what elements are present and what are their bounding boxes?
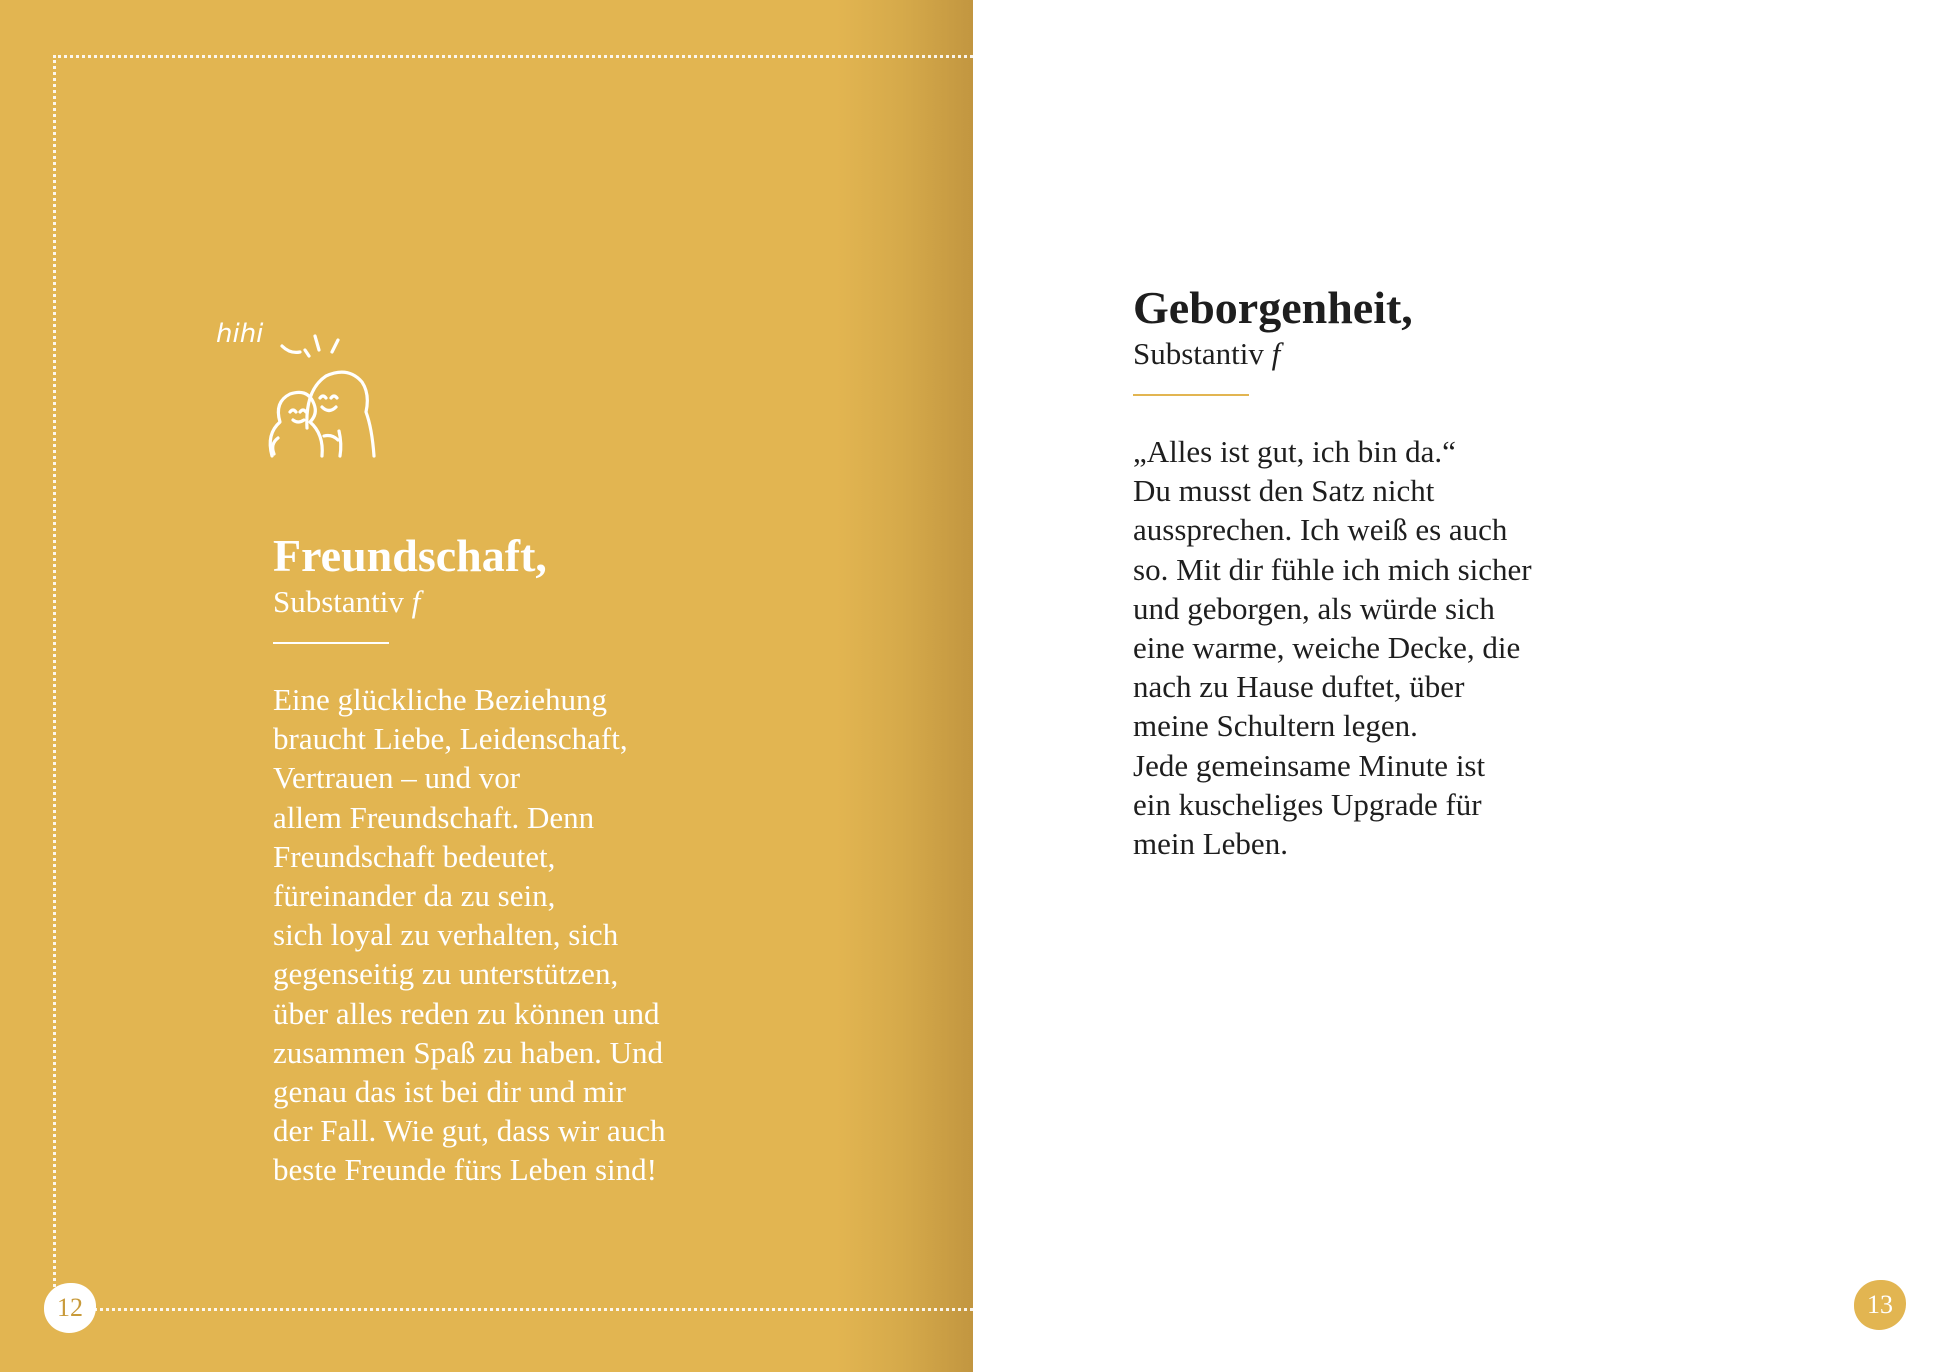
text-line: Eine glückliche Beziehung bbox=[273, 682, 607, 717]
text-line: Jede gemeinsame Minute ist bbox=[1133, 747, 1486, 783]
text-line: füreinander da zu sein, bbox=[273, 878, 556, 914]
text-line: eine warme, weiche Decke, die bbox=[1133, 630, 1521, 666]
two-friends-doodle-icon bbox=[212, 316, 427, 466]
text-line: über alles reden zu können und bbox=[273, 995, 660, 1031]
text-line: Vertrauen – und vor bbox=[273, 760, 521, 796]
divider-rule bbox=[273, 642, 389, 644]
text-line: Du musst den Satz nicht bbox=[1133, 473, 1435, 509]
text-line: nach zu Hause duftet, über bbox=[1133, 669, 1465, 705]
part-of-speech-label: Substantiv bbox=[273, 584, 404, 619]
text-line: „Alles ist gut, ich bin da.“ bbox=[1133, 434, 1456, 469]
text-line: meine Schultern legen. bbox=[1133, 708, 1418, 744]
page-number-left: 12 bbox=[44, 1283, 96, 1333]
headword: Freundschaft, bbox=[273, 530, 547, 581]
page-number-right: 13 bbox=[1854, 1280, 1906, 1330]
definition-text bbox=[1133, 432, 1653, 863]
text-line: beste Freunde fürs Leben sind! bbox=[273, 1152, 657, 1188]
text-line: braucht Liebe, Leidenschaft, bbox=[273, 721, 628, 757]
definition-text bbox=[273, 680, 793, 1190]
gender-label: f bbox=[411, 584, 421, 619]
part-of-speech bbox=[273, 584, 793, 620]
text-line: der Fall. Wie gut, dass wir auch bbox=[273, 1113, 666, 1149]
text-line: und geborgen, als würde sich bbox=[1133, 590, 1495, 626]
part-of-speech-label: Substantiv bbox=[1133, 336, 1264, 371]
divider-rule bbox=[1133, 394, 1249, 396]
text-line: zusammen Spaß zu haben. Und bbox=[273, 1034, 663, 1070]
entry-geborgenheit bbox=[1133, 280, 1653, 863]
text-line: gegenseitig zu unterstützen, bbox=[273, 956, 619, 992]
gender-label: f bbox=[1271, 336, 1281, 371]
text-line: ein kuscheliges Upgrade für bbox=[1133, 786, 1482, 822]
text-line: genau das ist bei dir und mir bbox=[273, 1074, 626, 1110]
text-line: aussprechen. Ich weiß es auch bbox=[1133, 512, 1508, 548]
text-line: allem Freundschaft. Denn bbox=[273, 799, 595, 835]
doodle-caption: hihi bbox=[216, 319, 264, 349]
text-line: sich loyal zu verhalten, sich bbox=[273, 917, 619, 953]
entry-freundschaft bbox=[273, 528, 793, 1190]
text-line: Freundschaft bedeutet, bbox=[273, 838, 556, 874]
headword: Geborgenheit, bbox=[1133, 282, 1413, 333]
text-line: mein Leben. bbox=[1133, 826, 1288, 862]
text-line: so. Mit dir fühle ich mich sicher bbox=[1133, 551, 1532, 587]
part-of-speech bbox=[1133, 336, 1653, 372]
